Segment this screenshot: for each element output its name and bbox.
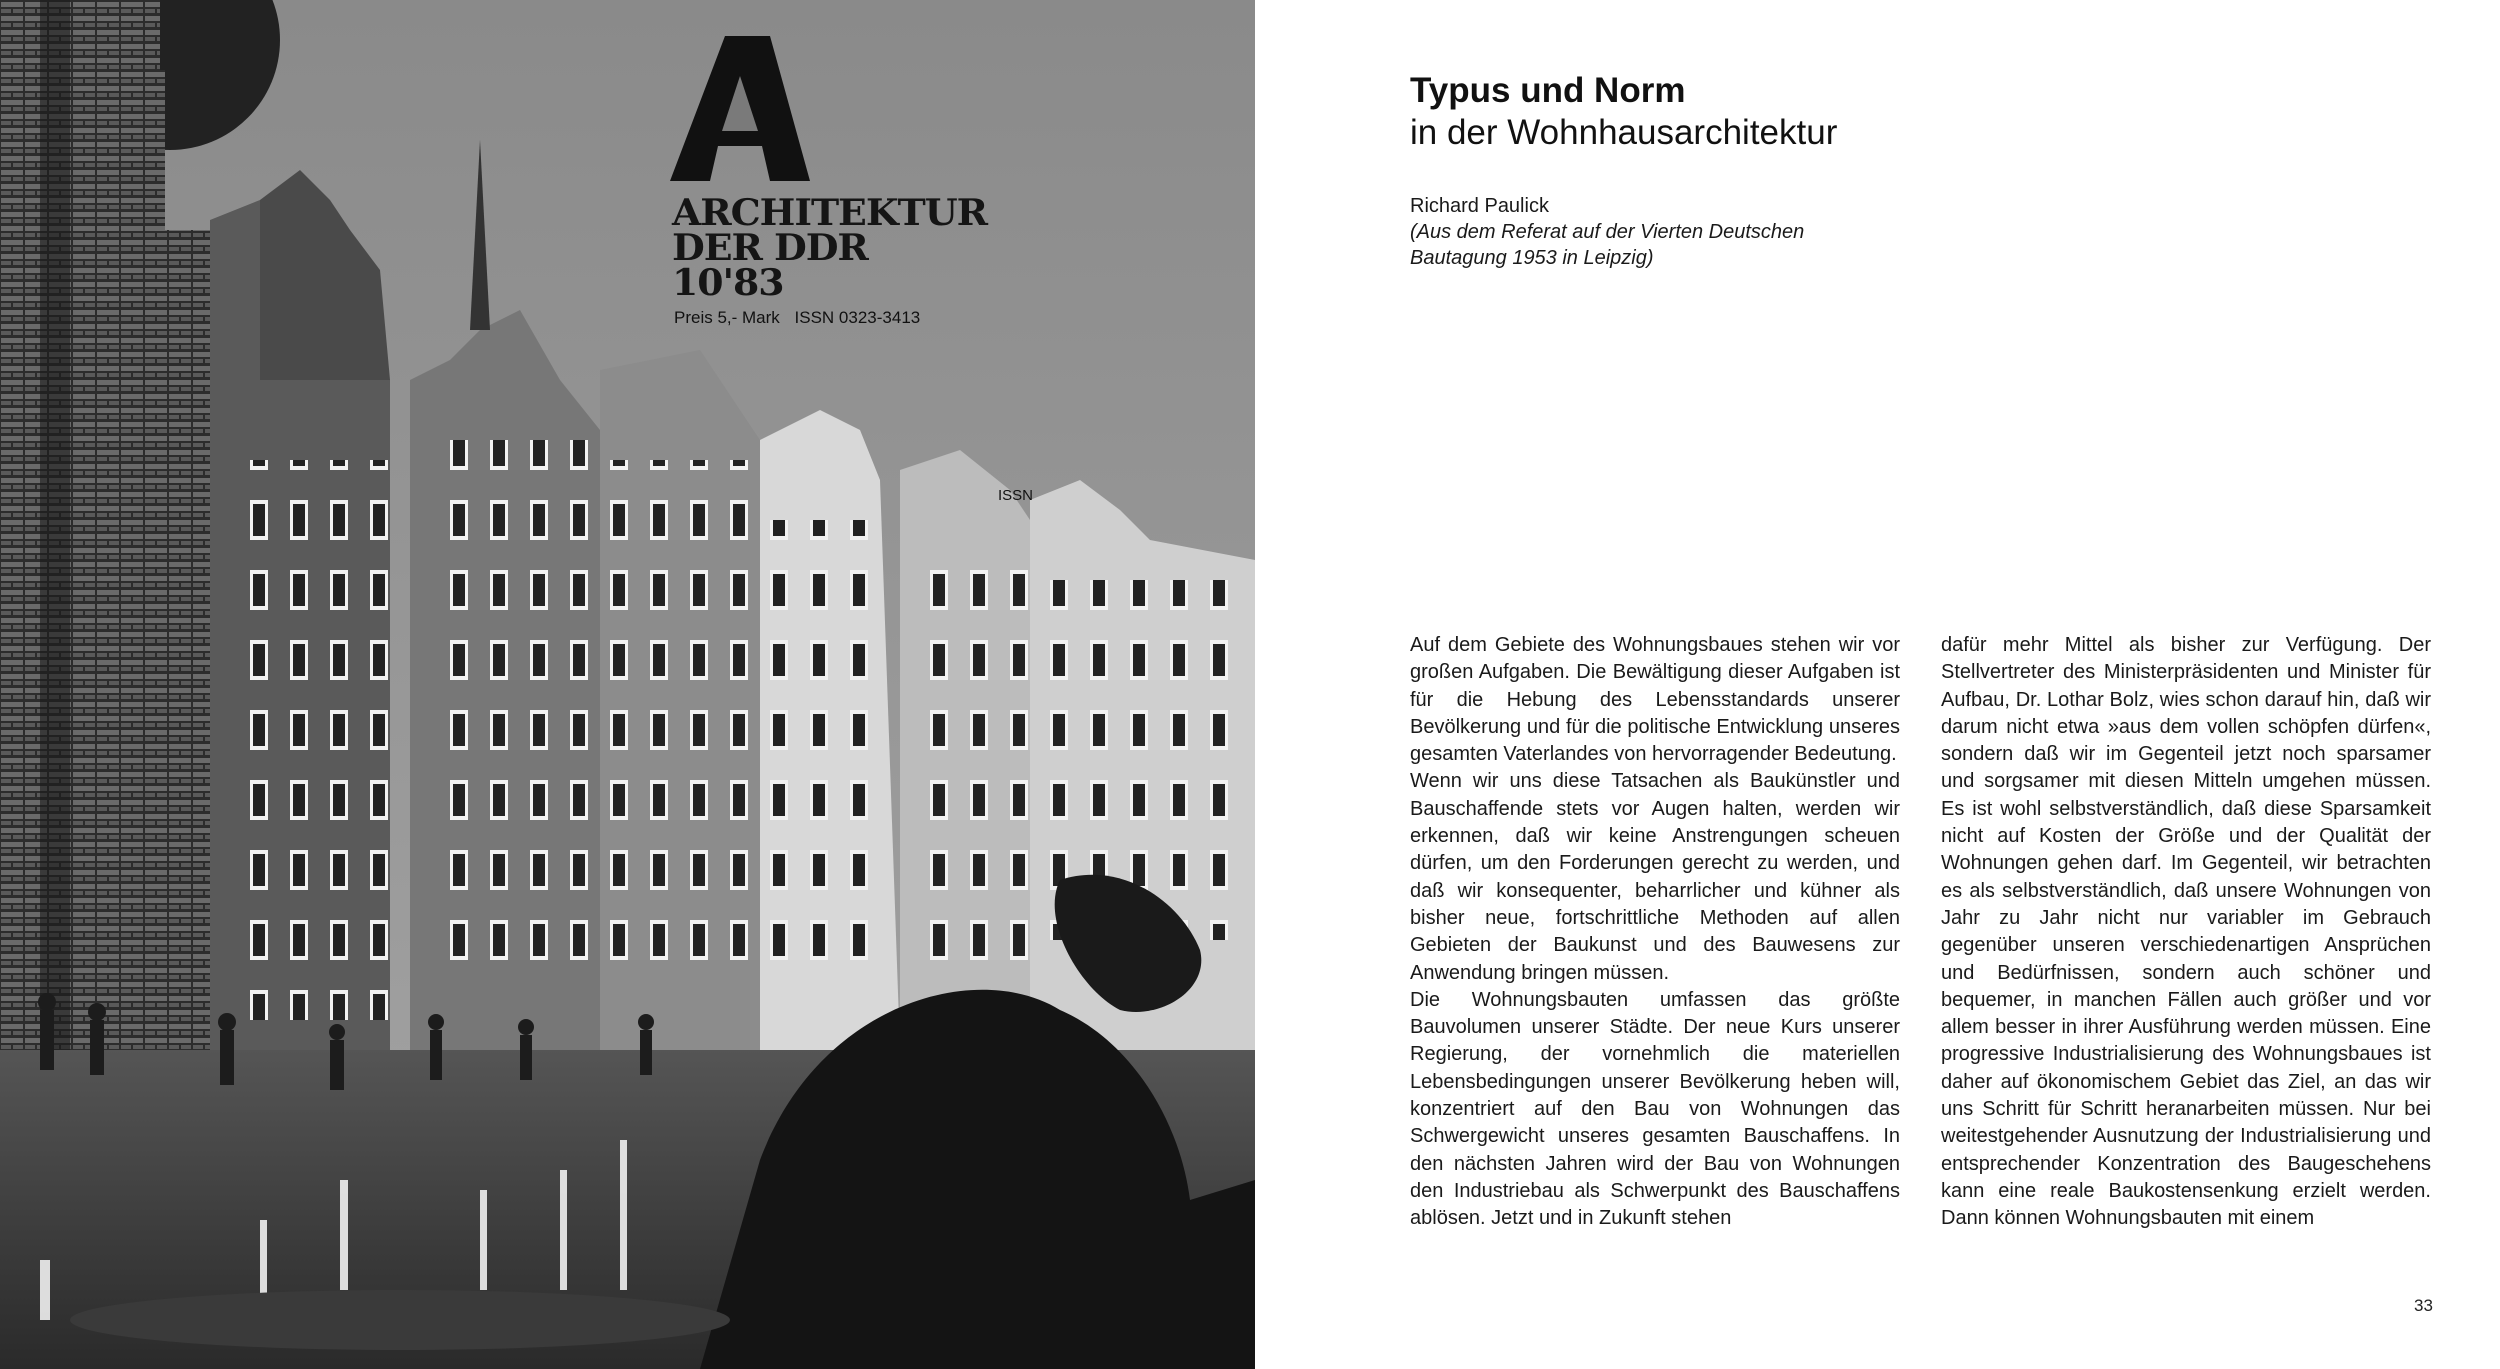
- paragraph: dafür mehr Mittel als bisher zur Verfügung. Der Stellvertreter des Ministerpräsidenten und Minister für Aufbau, Dr. Lothar Bolz, wies schon darauf hin, daß wir darum nicht etwa »aus dem vollen schöpfen dürfen«, sondern daß wir im Gegenteil jetzt noch sparsamer und sorgsamer mit diesen Mitteln umgehen müssen. Es ist wohl selbstverständlich, daß diese Sparsamkeit nicht auf Kosten der Größe und der Qualität der Wohnungen gehen darf. Im Gegenteil, wir betrachten es als selbstverständlich, daß unsere Wohnungen von Jahr zu Jahr nicht nur variabler im Gebrauch gegenüber unseren verschiedenartigen Ansprüchen und Bedürfnissen, sondern auch schöner und bequemer, in manchen Fällen auch größer und vor allem besser in ihrer Ausführung werden müssen. Eine progressive Industrialisierung des Wohnungsbaues ist daher auf ökonomischem Gebiet das Ziel, an das wir uns Schritt für Schritt heranarbeiten müssen. Nur bei weitestgehender Ausnutzung der Industrialisierung und entsprechender Konzentration des Baugeschehens kann eine reale Baukostensenkung erzielt werden. Dann können Wohnungsbauten mit einem: [1941, 634, 2431, 1230]
- text-column-2: [1941, 632, 2431, 1233]
- page-number: 33: [2414, 1296, 2433, 1315]
- magazine-logo-a-icon: [670, 36, 810, 186]
- magazine-title-line-1: ARCHITEKTUR: [672, 192, 987, 234]
- issn-fragment: ISSN: [998, 487, 1034, 504]
- magazine-title-line-2: DER DDR: [672, 227, 868, 269]
- byline: [1410, 193, 1880, 271]
- source-note: (Aus dem Referat auf der Vierten Deutschen Bautagung 1953 in Leipzig): [1410, 221, 1805, 269]
- magazine-title: [672, 192, 1008, 304]
- issn: ISSN 0323-3413: [794, 308, 921, 327]
- paragraph: Die Wohnungsbauten umfassen das größte Bauvolumen unserer Städte. Der neue Kurs unserer Regierung, der vornehmlich die materiellen Lebensbedingungen unserer Bevölkerung heben will, konzentriert auf den Bau von Wohnungen das Schwergewicht unseres gesamten Bauschaffens. In den nächsten Jahren wird der Bau von Wohnungen den Industriebau als Schwerpunkt des Bauschaffens ablösen. Jetzt und in Zukunft stehen: [1410, 988, 1900, 1230]
- paragraph: Wenn wir uns diese Tatsachen als Baukünstler und Bauschaffende stets vor Augen halten, werden wir erkennen, daß wir keine Anstrengungen scheuen dürfen, um den Forderungen gerecht zu werden, und daß wir konsequenter, beharrlicher und kühner als bisher neue, fortschrittliche Methoden auf allen Gebieten der Baukunst und des Bauwesens zur Anwendung bringen müssen.: [1410, 770, 1900, 984]
- price: Preis 5,- Mark: [674, 308, 780, 327]
- price-issn-line: [674, 308, 930, 328]
- author-name: Richard Paulick: [1410, 195, 1549, 217]
- article-subtitle: in der Wohnhausarchitektur: [1410, 113, 1838, 152]
- article-title: Typus und Norm: [1410, 71, 1686, 110]
- magazine-issue: 10'83: [672, 262, 784, 304]
- magazine-logo: [670, 36, 1000, 186]
- article-heading: [1410, 70, 1837, 154]
- paragraph: Auf dem Gebiete des Wohnungsbaues stehen wir vor großen Aufgaben. Die Bewältigung dieser Aufgaben ist für die Hebung des Lebensstandards unserer Bevölkerung und für die politische Entwicklung unseres gesamten Vaterlandes von hervorragender Bedeutung.: [1410, 634, 1900, 766]
- text-column-1: [1410, 632, 1900, 1233]
